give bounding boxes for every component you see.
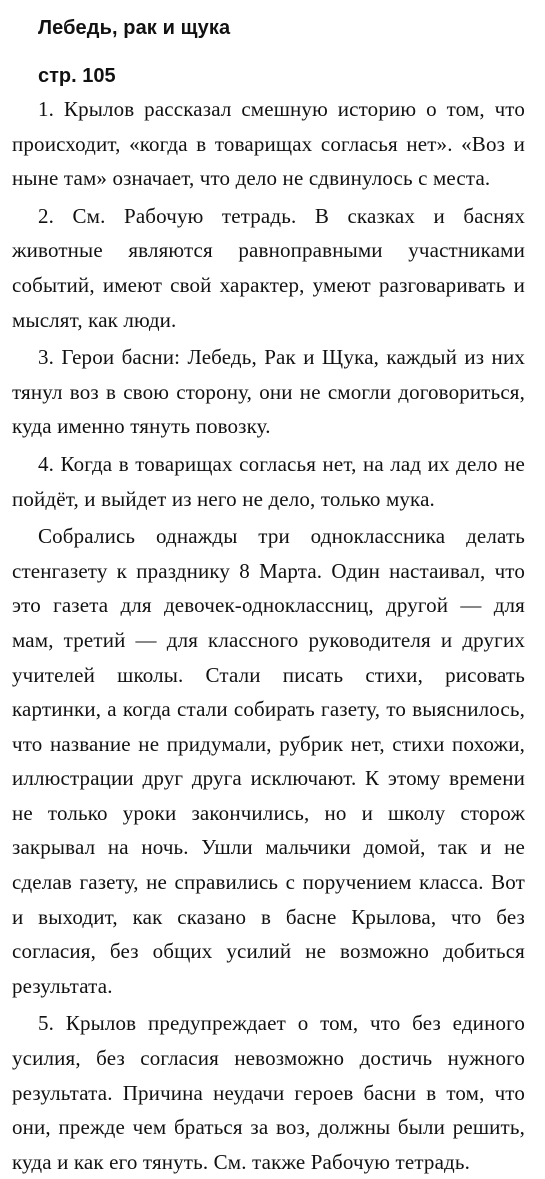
answer-paragraph-4: 4. Когда в товарищах согласья нет, на лад их дело не пойдёт, и выйдет из него не дело, только мука. [12, 451, 525, 511]
answer-paragraph-story: Собрались однажды три одноклассника делать стенгазету к празднику 8 Марта. Один настаивал, что это газета для девочек-одноклассниц, другой — для мам, третий — для классного руководителя и других учителей школы. Стали писать стихи, рисовать картинки, а когда стали собирать газету, то выяснилось, что название не придумали, рубрик нет, стихи похожи, иллюстрации друг друга исключают. К этому времени не только уроки закончились, но и школу сторож закрывал на ночь. Ушли мальчики домой, так и не сделав газету, не справились с поручением класса. Вот и выходит, как сказано в басне Крылова, что без согласия, без общих усилий не возможно добиться результата. [12, 524, 525, 998]
answer-paragraph-2: 2. См. Рабочую тетрадь. В сказках и баснях животные являются равноправными участниками событий, имеют свой характер, умеют разговаривать и мыслят, как люди. [12, 203, 525, 332]
answer-paragraph-1: 1. Крылов рассказал смешную историю о том, что происходит, «когда в товарищах согласья нет». «Воз и ныне там» означает, что дело не сдвинулось с места. [12, 97, 525, 191]
document-title: Лебедь, рак и щука [38, 17, 231, 39]
answer-paragraph-3: 3. Герои басни: Лебедь, Рак и Щука, каждый из них тянул воз в свою сторону, они не смогли договориться, куда именно тянуть повозку. [12, 345, 525, 439]
answer-paragraph-5: 5. Крылов предупреждает о том, что без единого усилия, без согласия невозможно достичь нужного результата. Причина неудачи героев басни в том, что они, прежде чем браться за воз, должны были решить, куда и как его тянуть. См. также Рабочую тетрадь. [12, 1011, 525, 1174]
page-reference: стр. 105 [38, 65, 116, 87]
